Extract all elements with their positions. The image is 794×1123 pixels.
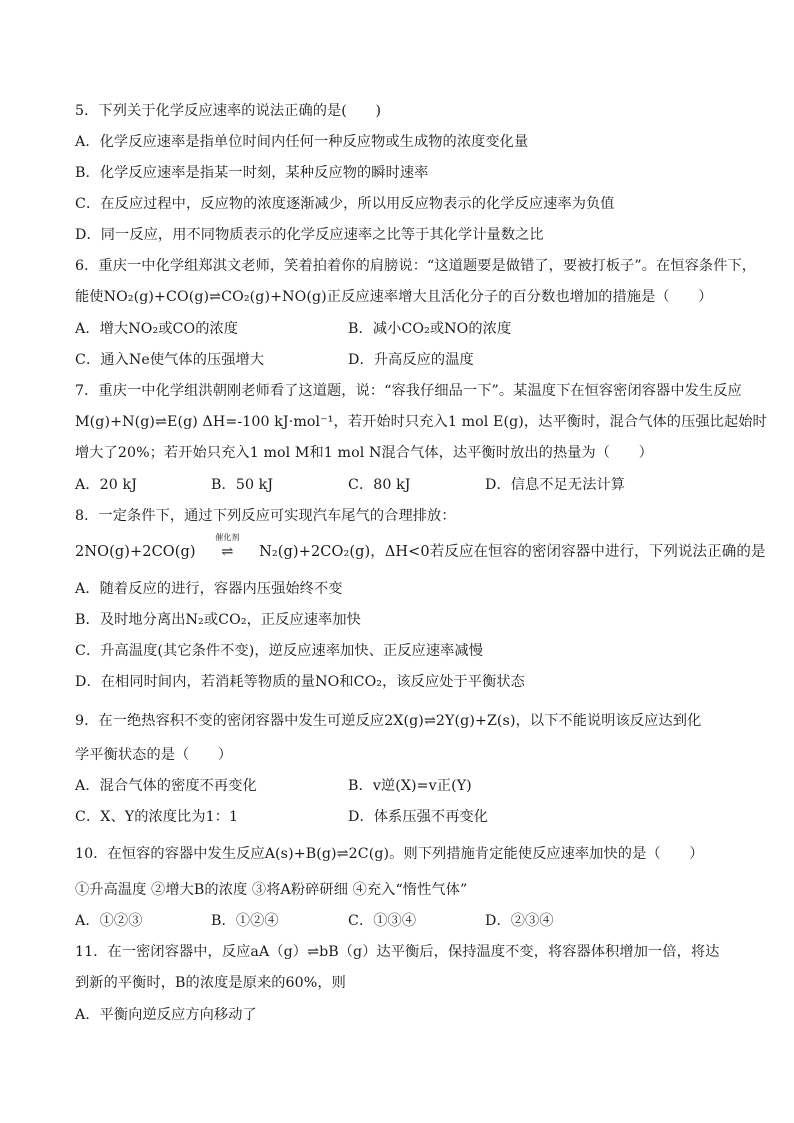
q8-eq-arrow-group [200, 533, 254, 562]
q7-option-d: D．信息不足无法计算 [485, 477, 626, 493]
q10-measures: ①升高温度 ②增大B的浓度 ③将A粉碎研细 ④充入“惰性气体” [75, 882, 468, 898]
equilibrium-arrow-icon: ⇌ [221, 544, 234, 560]
q8-eq-condition: 催化剂 [215, 533, 240, 542]
q9-options-row1 [75, 776, 725, 796]
q7-stem-line3: 增大了20%；若开始只充入1 mol M和1 mol N混合气体，达平衡时放出的热量为（ ） [75, 445, 653, 461]
q6-option-d: D．升高反应的温度 [348, 352, 474, 368]
q6-option-a: A．增大NO₂或CO的浓度 [75, 321, 239, 337]
q9-options-row2 [75, 807, 725, 827]
q7-stem-line2: M(g)+N(g)⇌E(g) ΔH=-100 kJ·mol⁻¹，若开始时只充入1 mol E(g)，达平衡时，混合气体的压强比起始时 [75, 414, 767, 430]
q8-eq-right: N₂(g)+2CO₂(g)，ΔH<0若反应在恒容的密闭容器中进行，下列说法正确的是 [259, 544, 766, 560]
q11-stem-line1: 11．在一密闭容器中，反应aA（g）⇌bB（g）达平衡后，保持温度不变，将容器体积增加一倍，将达 [75, 944, 720, 960]
q7-option-c: C．80 kJ [348, 477, 411, 493]
q7-options-row [75, 475, 725, 495]
q7-option-a: A．20 kJ [75, 477, 137, 493]
q8-stem: 8．一定条件下，通过下列反应可实现汽车尾气的合理排放： [75, 508, 456, 524]
q11-stem-line2: 到新的平衡时，B的浓度是原来的60%，则 [75, 975, 346, 991]
q9-option-d: D．体系压强不再变化 [348, 809, 489, 825]
q8-option-d: D．在相同时间内，若消耗等物质的量NO和CO₂，该反应处于平衡状态 [75, 674, 525, 690]
q10-options-row [75, 911, 725, 931]
q10-stem: 10．在恒容的容器中发生反应A(s)+B(g)⇌2C(g)。则下列措施肯定能使反应速率加快的是（ ） [75, 846, 704, 862]
q8-option-a: A．随着反应的进行，容器内压强始终不变 [75, 581, 343, 597]
q10-option-b: B．①②④ [211, 913, 279, 929]
q10-option-c: C．①③④ [348, 913, 417, 929]
q5-option-d: D．同一反应，用不同物质表示的化学反应速率之比等于其化学计量数之比 [75, 227, 544, 243]
q5-option-a: A．化学反应速率是指单位时间内任何一种反应物或生成物的浓度变化量 [75, 134, 529, 150]
q6-options-row2 [75, 350, 725, 370]
q9-option-b: B．v逆(X)=v正(Y) [348, 778, 472, 794]
q10-option-d: D．②③④ [485, 913, 554, 929]
q6-stem-line1: 6．重庆一中化学组郑淇文老师，笑着拍着你的肩膀说：“这道题要是做错了，要被打板子”。在恒容条件下， [75, 258, 757, 274]
q6-option-b: B．减小CO₂或NO的浓度 [348, 321, 512, 337]
q7-option-b: B．50 kJ [211, 477, 274, 493]
q6-option-c: C．通入Ne使气体的压强增大 [75, 352, 265, 368]
q8-option-c: C．升高温度(其它条件不变)，逆反应速率加快、正反应速率减慢 [75, 643, 483, 659]
q7-stem-line1: 7．重庆一中化学组洪朝刚老师看了这道题，说：“容我仔细品一下”。某温度下在恒容密闭容器中发生反应 [75, 383, 742, 399]
q6-stem-line2: 能使NO₂(g)+CO(g)⇌CO₂(g)+NO(g)正反应速率增大且活化分子的百分数也增加的措施是（ ） [75, 289, 713, 305]
q8-equation [75, 533, 766, 562]
q9-stem-line1: 9．在一绝热容积不变的密闭容器中发生可逆反应2X(g)⇌2Y(g)+Z(s)，以下不能说明该反应达到化 [75, 713, 702, 729]
q9-stem-line2: 学平衡状态的是（ ） [75, 747, 233, 763]
q8-eq-left: 2NO(g)+2CO(g) [75, 544, 196, 560]
q10-option-a: A．①②③ [75, 913, 143, 929]
q5-option-c: C．在反应过程中，反应物的浓度逐渐减少，所以用反应物表示的化学反应速率为负值 [75, 196, 615, 212]
q5-stem: 5．下列关于化学反应速率的说法正确的是( ) [75, 103, 382, 119]
q5-option-b: B．化学反应速率是指某一时刻，某种反应物的瞬时速率 [75, 165, 429, 181]
q6-options-row1 [75, 319, 725, 339]
q11-option-a: A．平衡向逆反应方向移动了 [75, 1007, 257, 1023]
q9-option-c: C．X、Y的浓度比为1：1 [75, 809, 239, 825]
q9-option-a: A．混合气体的密度不再变化 [75, 778, 257, 794]
q8-option-b: B．及时地分离出N₂或CO₂，正反应速率加快 [75, 612, 361, 628]
